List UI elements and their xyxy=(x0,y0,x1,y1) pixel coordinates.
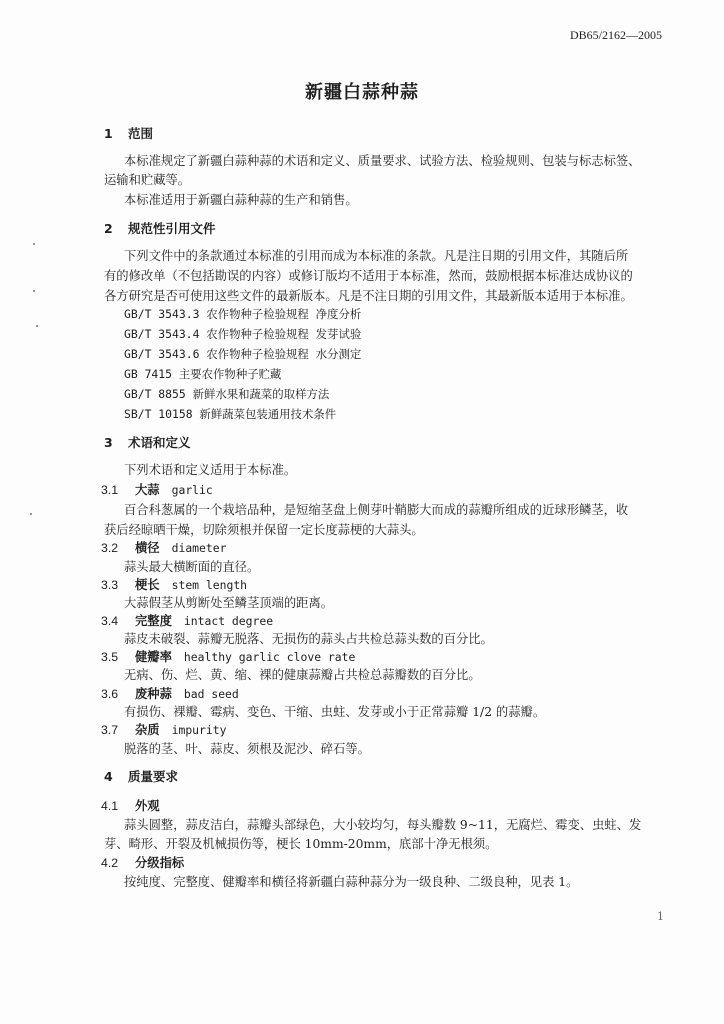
reference-item: SB/T 10158 新鲜蔬菜包装通用技术条件 xyxy=(124,407,337,421)
scan-speck xyxy=(30,513,32,515)
section-number: 4 xyxy=(104,769,113,784)
term-number: 3.4 xyxy=(101,614,119,628)
term-heading xyxy=(101,720,226,738)
section-4-heading xyxy=(104,767,178,785)
term-heading xyxy=(101,480,213,498)
term-definition: 蒜皮未破裂、蒜瓣无脱落、无损伤的蒜头占共检总蒜头数的百分比。 xyxy=(124,632,493,646)
subsection-number: 4.1 xyxy=(101,799,119,813)
scan-speck xyxy=(33,243,35,245)
section-2-heading xyxy=(104,219,216,237)
section-title: 术语和定义 xyxy=(128,435,191,450)
term-chinese: 健瓣率 xyxy=(135,650,172,664)
section-number: 1 xyxy=(104,126,113,141)
subsection-heading xyxy=(101,796,160,814)
subsection-title: 分级指标 xyxy=(135,856,185,870)
paragraph: 下列术语和定义适用于本标准。 xyxy=(124,463,297,477)
term-heading xyxy=(101,575,247,593)
paragraph: 蒜头圆整，蒜皮洁白，蒜瓣头部绿色，大小较均匀，每头瓣数 9~11，无腐烂、霉变、虫蛀、发 xyxy=(124,818,642,832)
subsection-title: 外观 xyxy=(135,799,160,813)
term-chinese: 横径 xyxy=(135,541,160,555)
term-definition: 有损伤、裸瓣、霉病、变色、干缩、虫蛀、发芽或小于正常蒜瓣 1/2 的蒜瓣。 xyxy=(124,705,546,719)
term-english: intact degree xyxy=(183,614,274,628)
term-number: 3.3 xyxy=(101,578,119,592)
term-definition: 蒜头最大横断面的直径。 xyxy=(124,560,260,574)
section-title: 范围 xyxy=(128,126,154,141)
term-heading xyxy=(101,611,273,629)
term-english: garlic xyxy=(171,483,213,497)
paragraph: 有的修改单（不包括勘误的内容）或修订版均不适用于本标准，然而，鼓励根据本标准达成协议的 xyxy=(104,269,633,283)
term-english: stem length xyxy=(171,578,248,592)
scan-speck xyxy=(36,325,38,327)
section-1-heading xyxy=(104,124,153,142)
term-english: diameter xyxy=(171,541,227,555)
paragraph: 按纯度、完整度、健瓣率和横径将新疆白蒜种蒜分为一级良种、二级良种，见表 1。 xyxy=(124,875,579,889)
term-definition: 获后经晾晒干燥，切除须根并保留一定长度蒜梗的大蒜头。 xyxy=(104,523,424,537)
paragraph: 本标准规定了新疆白蒜种蒜的术语和定义、质量要求、试验方法、检验规则、包装与标志标签、 xyxy=(124,154,641,168)
term-definition: 百合科葱属的一个栽培品种，是短缩茎盘上侧芽叶鞘膨大而成的蒜瓣所组成的近球形鳞茎，收 xyxy=(124,503,629,517)
term-chinese: 梗长 xyxy=(135,578,160,592)
paragraph: 本标准适用于新疆白蒜种蒜的生产和销售。 xyxy=(124,193,358,207)
term-chinese: 完整度 xyxy=(135,614,172,628)
section-3-heading xyxy=(104,433,191,451)
subsection-number: 4.2 xyxy=(101,856,119,870)
paragraph: 运输和贮藏等。 xyxy=(104,173,191,187)
term-number: 3.7 xyxy=(101,723,119,737)
term-number: 3.5 xyxy=(101,650,119,664)
term-heading xyxy=(101,647,355,665)
term-chinese: 废种蒜 xyxy=(135,687,172,701)
page-title: 新疆白蒜种蒜 xyxy=(305,82,419,103)
reference-item: GB 7415 主要农作物种子贮藏 xyxy=(124,367,282,381)
term-number: 3.6 xyxy=(101,687,119,701)
section-number: 3 xyxy=(104,435,113,450)
scan-speck xyxy=(33,290,35,292)
term-definition: 脱落的茎、叶、蒜皮、须根及泥沙、碎石等。 xyxy=(124,742,370,756)
subsection-heading xyxy=(101,853,184,871)
term-number: 3.2 xyxy=(101,541,119,555)
document-code: DB65/2162—2005 xyxy=(569,28,662,42)
paragraph: 各方研究是否可使用这些文件的最新版本。凡是不注日期的引用文件，其最新版本适用于本标准。 xyxy=(104,289,633,303)
reference-item: GB/T 8855 新鲜水果和蔬菜的取样方法 xyxy=(124,387,330,401)
reference-item: GB/T 3543.3 农作物种子检验规程 净度分析 xyxy=(124,307,362,321)
term-heading xyxy=(101,538,226,556)
paragraph: 芽、畸形、开裂及机械损伤等，梗长 10mm-20mm，底部十净无根须。 xyxy=(104,837,498,851)
term-chinese: 大蒜 xyxy=(135,483,160,497)
reference-item: GB/T 3543.4 农作物种子检验规程 发芽试验 xyxy=(124,327,362,341)
term-english: impurity xyxy=(171,723,227,737)
reference-item: GB/T 3543.6 农作物种子检验规程 水分测定 xyxy=(124,347,362,361)
term-number: 3.1 xyxy=(101,483,119,497)
section-title: 质量要求 xyxy=(128,769,179,784)
section-number: 2 xyxy=(104,221,113,236)
term-english: bad seed xyxy=(183,687,239,701)
term-english: healthy garlic clove rate xyxy=(183,650,356,664)
page-number: 1 xyxy=(657,910,664,923)
term-chinese: 杂质 xyxy=(135,723,160,737)
paragraph: 下列文件中的条款通过本标准的引用而成为本标准的条款。凡是注日期的引用文件，其随后所 xyxy=(124,249,629,263)
term-definition: 无病、伤、烂、黄、缩、裸的健康蒜瓣占共检总蒜瓣数的百分比。 xyxy=(124,668,481,682)
term-definition: 大蒜假茎从剪断处至鳞茎顶端的距离。 xyxy=(124,596,334,610)
section-title: 规范性引用文件 xyxy=(128,221,216,236)
term-heading xyxy=(101,684,239,702)
